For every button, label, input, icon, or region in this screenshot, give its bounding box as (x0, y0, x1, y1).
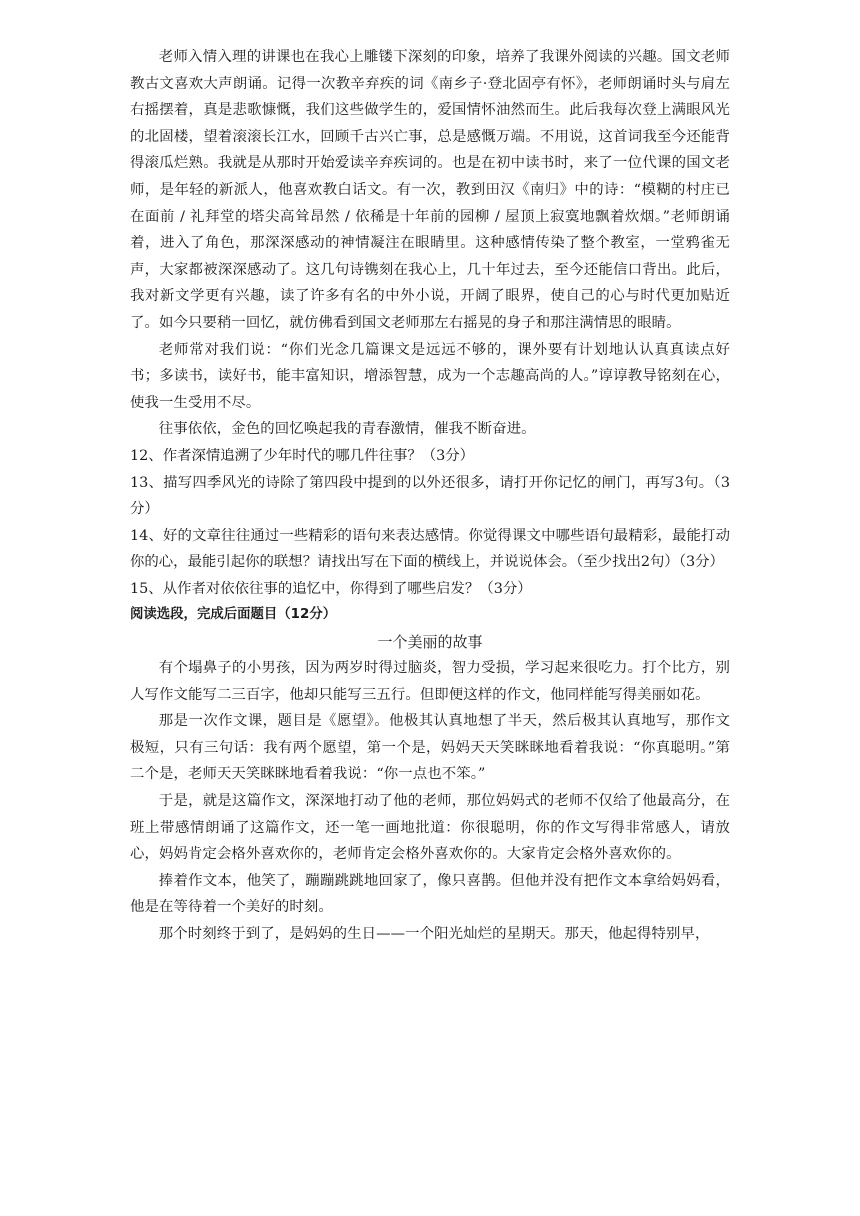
document-page (130, 44, 730, 948)
story-title: 一个美丽的故事 (377, 633, 483, 652)
story-paragraph-1: 有个塌鼻子的小男孩，因为两岁时得过脑炎，智力受损，学习起来很吃力。打个比方，别人写作文能写二三百字，他却只能写三五行。但即便这样的作文，他同样能写得美丽如花。 (130, 660, 730, 703)
question-12: 12、作者深情追溯了少年时代的哪几件往事？（3分） (130, 447, 475, 464)
story-paragraph-5: 那个时刻终于到了，是妈妈的生日——一个阳光灿烂的星期天。那天，他起得特别早， (158, 926, 710, 942)
question-13: 13、描写四季风光的诗除了第四段中提到的以外还很多，请打开你记忆的闸门，再写3句。（3分） (130, 474, 730, 518)
section-heading: 阅读选段，完成后面题目（12分） (130, 607, 337, 623)
story-paragraph-3: 于是，就是这篇作文，深深地打动了他的老师，那位妈妈式的老师不仅给了他最高分，在班上带感情朗诵了这篇作文，还一笔一画地批道：你很聪明，你的作文写得非常感人，请放心，妈妈肯定会格外喜欢你的，老师肯定会格外喜欢你的。大家肯定会格外喜欢你的。 (130, 793, 730, 863)
passage1-paragraph-3: 往事依依，金色的回忆唤起我的青春激情，催我不断奋进。 (158, 421, 536, 438)
story-paragraph-2: 那是一次作文课，题目是《愿望》。他极其认真地想了半天，然后极其认真地写，那作文极短，只有三句话：我有两个愿望，第一个是，妈妈天天笑眯眯地看着我说：“你真聪明。”第二个是，老师天天笑眯眯地看着我说：“你一点也不笨。” (130, 713, 730, 783)
question-14: 14、好的文章往往通过一些精彩的语句来表达感情。你觉得课文中哪些语句最精彩，最能打动你的心，最能引起你的联想？请找出写在下面的横线上，并说说体会。（至少找出2句）（3分） (130, 527, 730, 571)
passage1-paragraph-2: 老师常对我们说：“你们光念几篇课文是远远不够的，课外要有计划地认认真真读点好书；多读书，读好书，能丰富知识，增添智慧，成为一个志趣高尚的人。”谆谆教导铭刻在心，使我一生受用不尽。 (130, 341, 730, 411)
question-15: 15、从作者对依依往事的追忆中，你得到了哪些启发？（3分） (130, 580, 532, 597)
story-paragraph-4: 捧着作文本，他笑了，蹦蹦跳跳地回家了，像只喜鹊。但他并没有把作文本拿给妈妈看，他是在等待着一个美好的时刻。 (130, 872, 730, 916)
passage1-paragraph-1: 老师入情入理的讲课也在我心上雕镂下深刻的印象，培养了我课外阅读的兴趣。国文老师教古文喜欢大声朗诵。记得一次教辛弃疾的词《南乡子·登北固亭有怀》，老师朗诵时头与肩左右摇摆着，真是悲歌慷慨，我们这些做学生的，爱国情怀油然而生。此后我每次登上满眼风光的北固楼，望着滚滚长江水，回顾千古兴亡事，总是感慨万端。不用说，这首词我至今还能背得滚瓜烂熟。我就是从那时开始爱读辛弃疾词的。也是在初中读书时，来了一位代课的国文老师，是年轻的新派人，他喜欢教白话文。有一次，教到田汉《南归》中的诗：“模糊的村庄已在面前 / 礼拜堂的塔尖高耸昂然 / 依稀是十年前的园柳 / 屋顶上寂寞地飘着炊烟。”老师朗诵着，进入了角色，那深深感动的神情凝注在眼睛里。这种感情传染了整个教室，一堂鸦雀无声，大家都被深深感动了。这几句诗镌刻在我心上，几十年过去，至今还能信口背出。此后，我对新文学更有兴趣，读了许多有名的中外小说，开阔了眼界，使自己的心与时代更加贴近了。如今只要稍一回忆，就仿佛看到国文老师那左右摇晃的身子和那注满情思的眼睛。 (130, 49, 730, 331)
